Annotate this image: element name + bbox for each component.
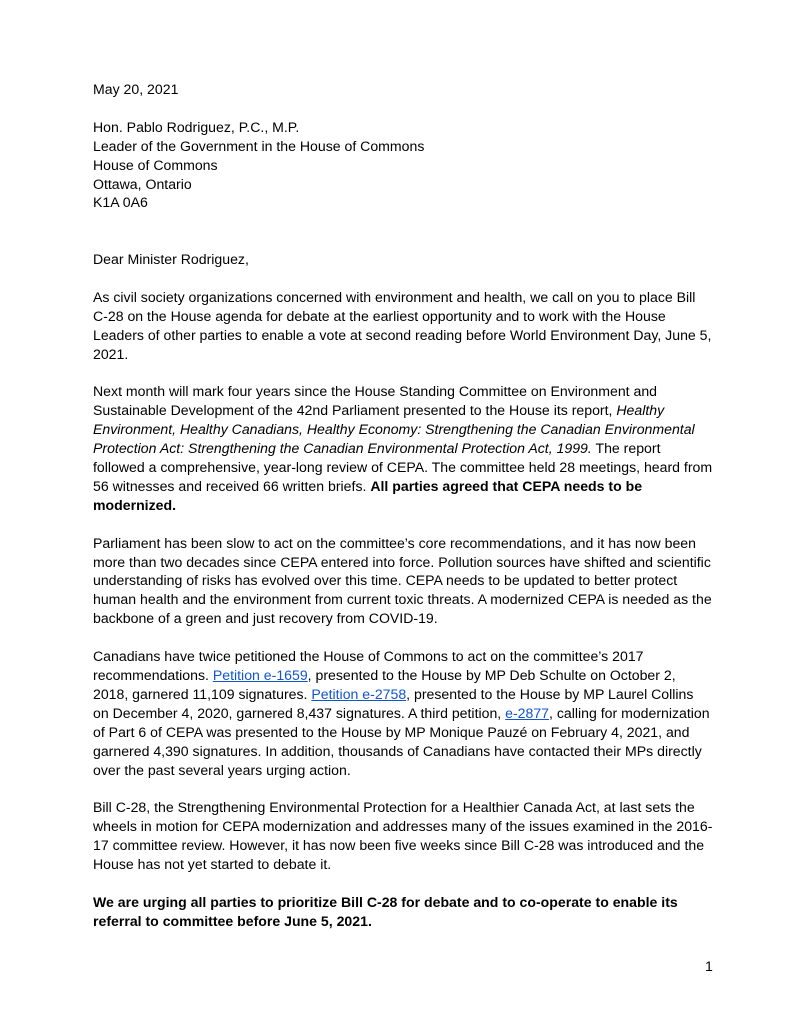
recipient-postal: K1A 0A6 [93, 194, 148, 211]
paragraph-4 [93, 647, 713, 779]
salutation: Dear Minister Rodriguez, [93, 251, 249, 268]
paragraph-2-text-2: The report followed a comprehensive, year-long review of CEPA. The committee held 28 meetings, heard from 56 witnesses and received 66 written briefs. [93, 440, 713, 494]
petition-e-2877-link[interactable]: e-2877 [505, 704, 550, 721]
recipient-address [93, 118, 713, 213]
paragraph-4-text-2: , presented to the House by MP Deb Schulte on October 2, 2018, garnered 11,109 signatures. [93, 667, 676, 702]
petition-e-1659-link[interactable]: Petition e-1659 [212, 667, 308, 683]
recipient-title: Leader of the Government in the House of Commons [93, 137, 425, 154]
paragraph-4-text-3: , presented to the House by MP Laurel Collins on December 4, 2020, garnered 8,437 signatures. A third petition, [93, 685, 694, 721]
recipient-name: Hon. Pablo Rodriguez, P.C., M.P. [93, 118, 300, 135]
paragraph-2-bold: All parties agreed that CEPA needs to be modernized. [93, 477, 643, 513]
report-title: Healthy Environment, Healthy Canadians, Healthy Economy: Strengthening the Canadian Environmental Protection Act: Strengthening the Canadian Environmental Protection Act, 1999. [93, 402, 695, 457]
paragraph-1: As civil society organizations concerned with environment and health, we call on you to place Bill C-28 on the House agenda for debate at the earliest opportunity and to work with the House Leaders of other parties to enable a vote at second reading before World Environment Day, June 5, 2021. [93, 288, 712, 362]
letter-date: May 20, 2021 [93, 81, 179, 97]
paragraph-3: Parliament has been slow to act on the committee’s core recommendations, and it has now been more than two decades since CEPA entered into force. Pollution sources have shifted and scientific understanding of risks has evolved over this time. CEPA needs to be updated to better protect human health and the environment from current toxic threats. A modernized CEPA is needed as the backbone of a green and just recovery from COVID-19. [93, 534, 712, 627]
recipient-city: Ottawa, Ontario [93, 175, 192, 192]
paragraph-4-text-4: , calling for modernization of Part 6 of CEPA was presented to the House by MP Monique Pauzé on February 4, 2021, and garnered 4,390 signatures. In addition, thousands of Canadians have contacted their MPs directly over the past several years urging action. [93, 704, 710, 778]
page-number: 1 [705, 958, 713, 974]
recipient-org: House of Commons [93, 156, 218, 173]
paragraph-6-bold: We are urging all parties to prioritize Bill C-28 for debate and to co-operate to enable its referral to committee before June 5, 2021. [93, 893, 678, 929]
letter-body [93, 80, 713, 931]
paragraph-2 [93, 382, 713, 514]
paragraph-4-text-1: Canadians have twice petitioned the House of Commons to act on the committee’s 2017 recommendations. [93, 648, 644, 683]
paragraph-6 [93, 893, 713, 931]
paragraph-2-text-1: Next month will mark four years since the House Standing Committee on Environment and Sustainable Development of the 42nd Parliament presented to the House its report, [93, 383, 658, 419]
petition-e-2758-link[interactable]: Petition e-2758 [311, 685, 407, 702]
paragraph-5: Bill C-28, the Strengthening Environmental Protection for a Healthier Canada Act, at last sets the wheels in motion for CEPA modernization and addresses many of the issues examined in the 2016-17 committee review. However, it has now been five weeks since Bill C-28 was introduced and the House has not yet started to debate it. [93, 799, 713, 873]
